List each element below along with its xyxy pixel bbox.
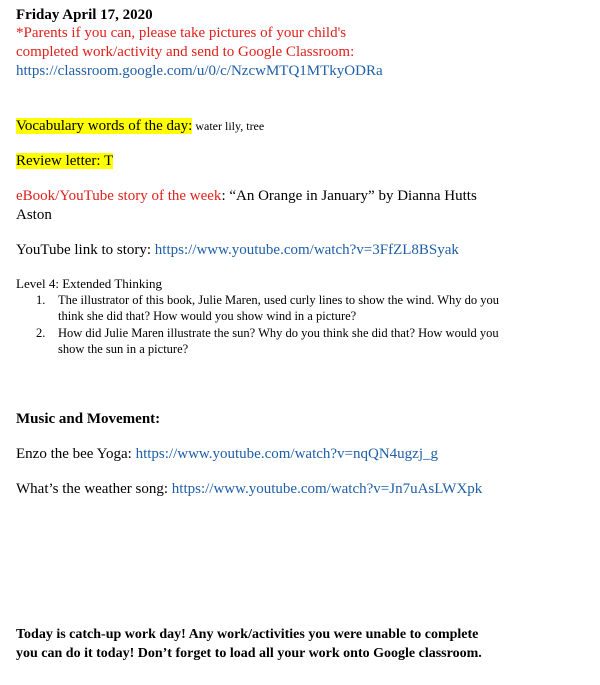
story-title: : “An Orange in January” by Dianna Hutts — [221, 188, 477, 204]
story-link-line — [16, 241, 459, 259]
parent-notice-line1: *Parents if you can, please take pictures of your child's — [16, 25, 347, 41]
vocabulary-words: water lily, tree — [192, 119, 265, 133]
review-line — [16, 152, 113, 170]
list-number: 2. — [36, 326, 46, 340]
weather-label: What’s the weather song: — [16, 481, 172, 497]
review-letter-label: Review letter: T — [16, 153, 114, 169]
footer-line1: Today is catch-up work day! Any work/activities you were unable to complete — [16, 627, 479, 642]
yoga-youtube-link[interactable]: https://www.youtube.com/watch?v=nqQN4ugzj_g — [135, 446, 439, 462]
story-label: eBook/YouTube story of the week — [16, 188, 222, 204]
level4-heading: Level 4: Extended Thinking — [16, 276, 162, 291]
yoga-line — [16, 445, 438, 463]
parent-notice-line2: completed work/activity and send to Google Classroom: — [16, 44, 355, 60]
yoga-label: Enzo the bee Yoga: — [16, 446, 136, 462]
classroom-link[interactable]: https://classroom.google.com/u/0/c/NzcwMTQ1MTkyODRa — [16, 63, 383, 79]
list-item-text-cont: think she did that? How would you show wind in a picture? — [58, 309, 357, 323]
footer-line2: you can do it today! Don’t forget to load all your work onto Google classroom. — [16, 646, 482, 661]
vocabulary-line — [16, 117, 264, 135]
list-item-text: The illustrator of this book, Julie Maren, used curly lines to show the wind. Why do you — [58, 293, 500, 307]
weather-line — [16, 480, 482, 498]
story-link-label: YouTube link to story: — [16, 242, 155, 258]
list-item-text-cont: show the sun in a picture? — [58, 342, 189, 356]
story-youtube-link[interactable]: https://www.youtube.com/watch?v=3FfZL8BSyak — [154, 242, 459, 258]
weather-youtube-link[interactable]: https://www.youtube.com/watch?v=Jn7uAsLWXpk — [171, 481, 483, 497]
list-number: 1. — [36, 293, 46, 307]
list-item-text: How did Julie Maren illustrate the sun? Why do you think she did that? How would you — [58, 326, 499, 340]
story-line1 — [16, 187, 477, 205]
music-heading: Music and Movement: — [16, 411, 161, 427]
vocabulary-label: Vocabulary words of the day: — [16, 118, 193, 134]
story-author-cont: Aston — [16, 207, 52, 223]
page-date: Friday April 17, 2020 — [16, 7, 153, 23]
